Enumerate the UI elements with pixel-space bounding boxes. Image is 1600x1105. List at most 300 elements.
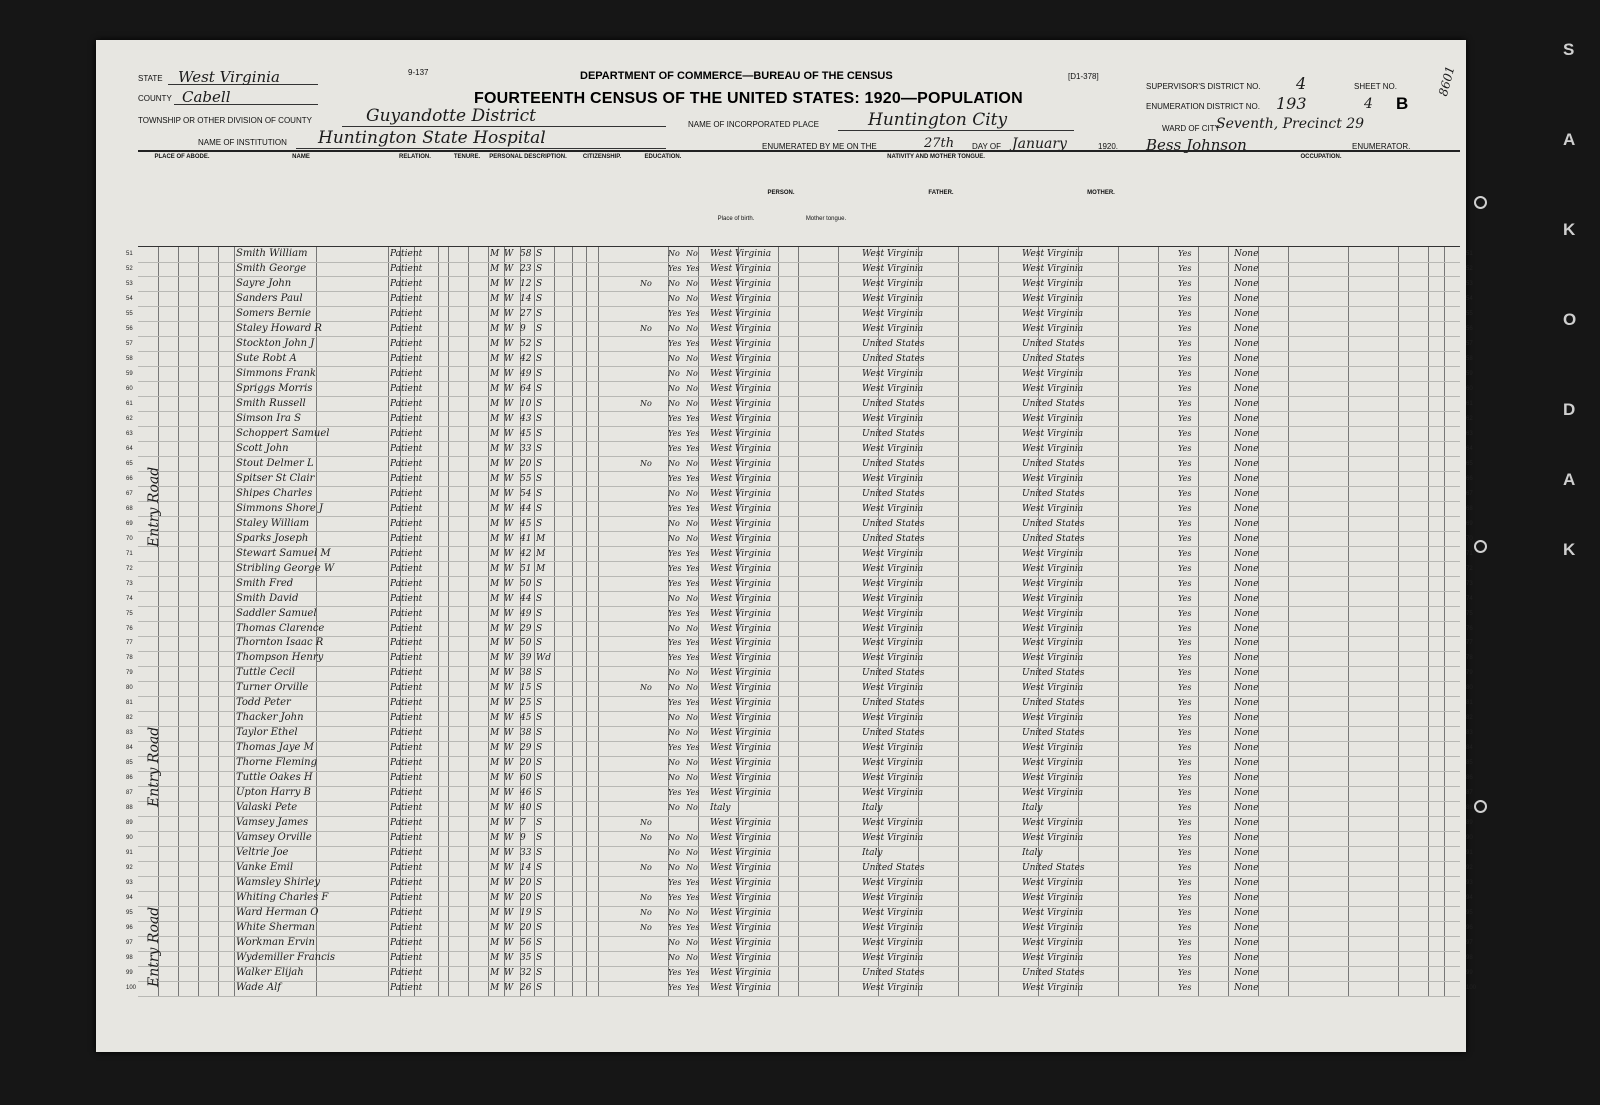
cell-age: 14 bbox=[520, 863, 532, 874]
cell-race: W bbox=[504, 353, 514, 364]
cell-race: W bbox=[504, 383, 514, 394]
cell-rel: Patient bbox=[390, 758, 423, 769]
cell-sex: M bbox=[490, 863, 500, 874]
cell-att bbox=[640, 651, 660, 665]
line-number: 55 bbox=[126, 310, 133, 317]
cell-rel: Patient bbox=[390, 278, 423, 289]
cell-occ: None bbox=[1234, 249, 1259, 259]
cell-race: W bbox=[504, 548, 514, 559]
line-number: 58 bbox=[126, 355, 133, 362]
cell-age: 50 bbox=[520, 638, 532, 649]
cell-write: No bbox=[686, 848, 698, 858]
cell-bp: West Virginia bbox=[710, 443, 772, 454]
cell-sex: M bbox=[490, 488, 500, 499]
line-number-right: 95 bbox=[1466, 910, 1473, 917]
cell-occ: None bbox=[1234, 413, 1259, 424]
cell-read: No bbox=[668, 383, 680, 393]
line-number: 74 bbox=[126, 595, 133, 602]
cell-ms: S bbox=[536, 893, 543, 904]
cell-rel: Patient bbox=[390, 548, 423, 559]
cell-eng: Yes bbox=[1178, 308, 1192, 318]
cell-mbp: Italy bbox=[1022, 848, 1043, 859]
cell-mbp: West Virginia bbox=[1022, 473, 1084, 484]
cell-att bbox=[640, 786, 660, 800]
cell-att bbox=[640, 562, 660, 576]
cell-age: 33 bbox=[520, 848, 532, 859]
cell-write: No bbox=[686, 533, 698, 543]
cell-sex: M bbox=[490, 878, 500, 889]
line-number-right: 68 bbox=[1466, 505, 1473, 512]
cell-bp: West Virginia bbox=[710, 413, 772, 424]
cell-eng: Yes bbox=[1178, 863, 1192, 873]
line-number: 92 bbox=[126, 865, 133, 872]
cell-name: Whiting Charles F bbox=[236, 892, 329, 904]
cell-name: Smith George bbox=[236, 262, 307, 274]
cell-sex: M bbox=[490, 398, 500, 409]
cell-race: W bbox=[504, 773, 514, 784]
line-number-right: 94 bbox=[1466, 895, 1473, 902]
cell-name: Taylor Ethel bbox=[236, 727, 298, 739]
cell-mbp: West Virginia bbox=[1022, 878, 1084, 889]
punch-hole-icon bbox=[1474, 196, 1487, 209]
cell-eng: Yes bbox=[1178, 503, 1192, 513]
cell-eng: Yes bbox=[1178, 383, 1192, 393]
incorporated-label: NAME OF INCORPORATED PLACE bbox=[688, 120, 819, 129]
table-row bbox=[126, 487, 1473, 503]
cell-mbp: United States bbox=[1022, 353, 1085, 364]
line-number: 68 bbox=[126, 505, 133, 512]
cell-write: No bbox=[686, 488, 698, 498]
cell-name: Somers Bernie bbox=[236, 307, 311, 319]
cell-bp: West Virginia bbox=[710, 728, 772, 739]
table-row bbox=[126, 651, 1473, 667]
cell-mbp: West Virginia bbox=[1022, 983, 1084, 994]
cell-fbp: West Virginia bbox=[862, 578, 924, 589]
cell-fbp: United States bbox=[862, 968, 925, 979]
cell-name: Valaski Pete bbox=[236, 802, 298, 814]
form-code: [D1-378] bbox=[1068, 72, 1099, 81]
line-number-right: 82 bbox=[1466, 715, 1473, 722]
cell-sex: M bbox=[490, 908, 500, 919]
cell-write: No bbox=[686, 458, 698, 468]
table-row bbox=[126, 861, 1473, 877]
line-number: 59 bbox=[126, 370, 133, 377]
cell-read: Yes bbox=[668, 503, 682, 513]
cell-read: Yes bbox=[668, 788, 682, 798]
cell-name: Thacker John bbox=[236, 712, 304, 724]
line-number-right: 100 bbox=[1466, 985, 1477, 992]
township-value: Guyandotte District bbox=[366, 106, 536, 126]
cell-mbp: West Virginia bbox=[1022, 428, 1084, 439]
enumerator-label: ENUMERATOR. bbox=[1352, 142, 1411, 151]
cell-write: No bbox=[686, 383, 698, 393]
cell-sex: M bbox=[490, 503, 500, 514]
cell-rel: Patient bbox=[390, 728, 423, 739]
cell-eng: Yes bbox=[1178, 458, 1192, 468]
cell-fbp: West Virginia bbox=[862, 383, 924, 394]
cell-occ: None bbox=[1234, 308, 1259, 319]
cell-fbp: West Virginia bbox=[862, 293, 924, 304]
cell-rel: Patient bbox=[390, 413, 423, 424]
cell-race: W bbox=[504, 623, 514, 634]
cell-fbp: West Virginia bbox=[862, 713, 924, 724]
cell-age: 9 bbox=[520, 323, 526, 334]
cell-att bbox=[640, 517, 660, 531]
cell-read: No bbox=[668, 458, 680, 468]
cell-att bbox=[640, 756, 660, 770]
cell-eng: Yes bbox=[1178, 983, 1192, 993]
cell-write: No bbox=[686, 398, 698, 408]
cell-sex: M bbox=[490, 848, 500, 859]
cell-fbp: West Virginia bbox=[862, 323, 924, 334]
table-row bbox=[126, 696, 1473, 712]
cell-write: No bbox=[686, 668, 698, 678]
cell-eng: Yes bbox=[1178, 443, 1192, 453]
cell-read: Yes bbox=[668, 578, 682, 588]
cell-fbp: West Virginia bbox=[862, 878, 924, 889]
cell-age: 14 bbox=[520, 293, 532, 304]
cell-fbp: West Virginia bbox=[862, 743, 924, 754]
cell-mbp: United States bbox=[1022, 668, 1085, 679]
cell-read: Yes bbox=[668, 563, 682, 573]
relation-heading: RELATION. bbox=[399, 154, 431, 160]
cell-read: No bbox=[668, 278, 680, 288]
cell-mbp: West Virginia bbox=[1022, 278, 1084, 289]
cell-write: No bbox=[686, 728, 698, 738]
cell-age: 55 bbox=[520, 473, 532, 484]
cell-ms: S bbox=[536, 593, 543, 604]
table-row bbox=[126, 741, 1473, 757]
state-label: STATE bbox=[138, 74, 163, 83]
cell-write: Yes bbox=[686, 743, 700, 753]
cell-eng: Yes bbox=[1178, 908, 1192, 918]
cell-ms: M bbox=[536, 548, 546, 559]
cell-age: 50 bbox=[520, 578, 532, 589]
table-row bbox=[126, 681, 1473, 697]
cell-ms: S bbox=[536, 249, 543, 259]
cell-age: 38 bbox=[520, 728, 532, 739]
census-table bbox=[126, 246, 1477, 997]
cell-att: No bbox=[640, 323, 652, 333]
line-number-right: 67 bbox=[1466, 490, 1473, 497]
cell-fbp: United States bbox=[862, 488, 925, 499]
cell-eng: Yes bbox=[1178, 548, 1192, 558]
cell-att bbox=[640, 607, 660, 621]
cell-name: Wamsley Shirley bbox=[236, 877, 320, 889]
cell-rel: Patient bbox=[390, 908, 423, 919]
cell-ms: S bbox=[536, 623, 543, 634]
cell-write: No bbox=[686, 938, 698, 948]
line-number: 82 bbox=[126, 715, 133, 722]
cell-write: Yes bbox=[686, 308, 700, 318]
cell-read: No bbox=[668, 728, 680, 738]
cell-race: W bbox=[504, 443, 514, 454]
line-number-right: 78 bbox=[1466, 655, 1473, 662]
line-number: 70 bbox=[126, 535, 133, 542]
cell-mbp: West Virginia bbox=[1022, 308, 1084, 319]
cell-occ: None bbox=[1234, 368, 1259, 379]
cell-att: No bbox=[640, 458, 652, 468]
cell-rel: Patient bbox=[390, 668, 423, 679]
cell-mbp: United States bbox=[1022, 398, 1085, 409]
line-number: 98 bbox=[126, 955, 133, 962]
cell-eng: Yes bbox=[1178, 743, 1192, 753]
cell-bp: West Virginia bbox=[710, 938, 772, 949]
cell-sex: M bbox=[490, 473, 500, 484]
line-number-right: 56 bbox=[1466, 325, 1473, 332]
cell-fbp: West Virginia bbox=[862, 503, 924, 514]
cell-sex: M bbox=[490, 353, 500, 364]
table-row bbox=[126, 307, 1473, 323]
cell-occ: None bbox=[1234, 653, 1259, 664]
cell-occ: None bbox=[1234, 923, 1259, 934]
cell-occ: None bbox=[1234, 803, 1259, 814]
line-number-right: 99 bbox=[1466, 970, 1473, 977]
table-row bbox=[126, 367, 1473, 383]
cell-occ: None bbox=[1234, 443, 1259, 454]
cell-rel: Patient bbox=[390, 818, 423, 829]
cell-eng: Yes bbox=[1178, 803, 1192, 813]
cell-write: Yes bbox=[686, 473, 700, 483]
enumerated-day: 27th bbox=[924, 136, 955, 151]
cell-fbp: West Virginia bbox=[862, 818, 924, 829]
cell-bp: West Virginia bbox=[710, 743, 772, 754]
cell-age: 44 bbox=[520, 503, 532, 514]
line-number: 51 bbox=[126, 251, 133, 257]
cell-att bbox=[640, 442, 660, 456]
cell-rel: Patient bbox=[390, 293, 423, 304]
cell-sex: M bbox=[490, 788, 500, 799]
cell-read: No bbox=[668, 398, 680, 408]
cell-read: No bbox=[668, 953, 680, 963]
cell-write: Yes bbox=[686, 788, 700, 798]
nativity-heading: NATIVITY AND MOTHER TONGUE. bbox=[887, 154, 985, 160]
cell-ms: S bbox=[536, 413, 543, 424]
cell-read: Yes bbox=[668, 923, 682, 933]
cell-eng: Yes bbox=[1178, 623, 1192, 633]
sheet-label: SHEET NO. bbox=[1354, 82, 1397, 91]
cell-read: No bbox=[668, 803, 680, 813]
cell-read: Yes bbox=[668, 263, 682, 273]
cell-eng: Yes bbox=[1178, 533, 1192, 543]
line-number-right: 81 bbox=[1466, 700, 1473, 707]
cell-rel: Patient bbox=[390, 803, 423, 814]
cell-age: 23 bbox=[520, 263, 532, 274]
cell-rel: Patient bbox=[390, 593, 423, 604]
cell-write: Yes bbox=[686, 878, 700, 888]
cell-bp: West Virginia bbox=[710, 818, 772, 829]
line-number: 65 bbox=[126, 460, 133, 467]
cell-ms: S bbox=[536, 758, 543, 769]
cell-name: Spriggs Morris bbox=[236, 382, 313, 394]
cell-bp: West Virginia bbox=[710, 548, 772, 559]
line-number-right: 96 bbox=[1466, 925, 1473, 932]
cell-att bbox=[640, 936, 660, 950]
cell-ms: S bbox=[536, 953, 543, 964]
line-number-right: 86 bbox=[1466, 775, 1473, 782]
cell-fbp: West Virginia bbox=[862, 368, 924, 379]
line-number-right: 92 bbox=[1466, 865, 1473, 872]
cell-name: Schoppert Samuel bbox=[236, 427, 330, 439]
cell-att bbox=[640, 502, 660, 516]
cell-fbp: West Virginia bbox=[862, 953, 924, 964]
line-number: 89 bbox=[126, 820, 133, 827]
line-number: 83 bbox=[126, 730, 133, 737]
cell-rel: Patient bbox=[390, 488, 423, 499]
cell-read: No bbox=[668, 773, 680, 783]
line-number: 63 bbox=[126, 430, 133, 437]
cell-mbp: Italy bbox=[1022, 803, 1043, 814]
cell-bp: West Virginia bbox=[710, 503, 772, 514]
cell-fbp: West Virginia bbox=[862, 548, 924, 559]
cell-age: 29 bbox=[520, 623, 532, 634]
cell-read: No bbox=[668, 488, 680, 498]
cell-eng: Yes bbox=[1178, 638, 1192, 648]
cell-ms: S bbox=[536, 473, 543, 484]
cell-sex: M bbox=[490, 293, 500, 304]
cell-bp: West Virginia bbox=[710, 263, 772, 274]
table-row bbox=[126, 352, 1473, 368]
cell-mbp: West Virginia bbox=[1022, 758, 1084, 769]
cell-mbp: West Virginia bbox=[1022, 608, 1084, 619]
line-number-right: 62 bbox=[1466, 415, 1473, 422]
line-number-right: 74 bbox=[1466, 595, 1473, 602]
table-row bbox=[126, 397, 1473, 413]
cell-ms: M bbox=[536, 533, 546, 544]
line-number: 69 bbox=[126, 520, 133, 527]
cell-name: Thomas Jaye M bbox=[236, 742, 314, 754]
cell-occ: None bbox=[1234, 293, 1259, 304]
cell-sex: M bbox=[490, 968, 500, 979]
cell-occ: None bbox=[1234, 863, 1259, 874]
cell-rel: Patient bbox=[390, 323, 423, 334]
cell-age: 42 bbox=[520, 548, 532, 559]
cell-race: W bbox=[504, 803, 514, 814]
cell-name: Thornton Isaac R bbox=[236, 637, 324, 649]
cell-read: Yes bbox=[668, 308, 682, 318]
cell-age: 49 bbox=[520, 608, 532, 619]
cell-fbp: West Virginia bbox=[862, 833, 924, 844]
cell-bp: West Virginia bbox=[710, 908, 772, 919]
line-number-right: 73 bbox=[1466, 580, 1473, 587]
cell-occ: None bbox=[1234, 758, 1259, 769]
line-number-right: 89 bbox=[1466, 820, 1473, 827]
cell-read: Yes bbox=[668, 968, 682, 978]
cell-write: Yes bbox=[686, 503, 700, 513]
education-heading: EDUCATION. bbox=[644, 154, 682, 160]
cell-att bbox=[640, 547, 660, 561]
cell-mbp: West Virginia bbox=[1022, 818, 1084, 829]
table-row bbox=[126, 951, 1473, 967]
cell-name: Thompson Henry bbox=[236, 652, 324, 664]
cell-name: Stewart Samuel M bbox=[236, 547, 331, 559]
cell-bp: West Virginia bbox=[710, 773, 772, 784]
cell-race: W bbox=[504, 473, 514, 484]
day-of-label: DAY OF bbox=[972, 142, 1002, 151]
sheet-letter: B bbox=[1396, 94, 1409, 113]
cell-name: Thomas Clarence bbox=[236, 622, 325, 634]
punch-hole-icon bbox=[1474, 540, 1487, 553]
cell-name: Wade Alf bbox=[236, 982, 281, 994]
line-number-right: 69 bbox=[1466, 520, 1473, 527]
cell-eng: Yes bbox=[1178, 728, 1192, 738]
cell-write: No bbox=[686, 863, 698, 873]
cell-fbp: West Virginia bbox=[862, 443, 924, 454]
table-row bbox=[126, 292, 1473, 308]
cell-name: Sute Robt A bbox=[236, 352, 297, 364]
cell-race: W bbox=[504, 563, 514, 574]
cell-att bbox=[640, 337, 660, 351]
cell-att bbox=[640, 247, 660, 261]
cell-occ: None bbox=[1234, 533, 1259, 544]
line-number: 100 bbox=[126, 985, 137, 992]
cell-att bbox=[640, 427, 660, 441]
enumerator-value: Bess Johnson bbox=[1146, 136, 1247, 154]
cell-fbp: West Virginia bbox=[862, 923, 924, 934]
cell-sex: M bbox=[490, 308, 500, 319]
cell-rel: Patient bbox=[390, 953, 423, 964]
cell-mbp: West Virginia bbox=[1022, 249, 1084, 259]
cell-name: Vamsey James bbox=[236, 817, 309, 829]
cell-rel: Patient bbox=[390, 533, 423, 544]
cell-name: Tuttle Cecil bbox=[236, 667, 296, 679]
cell-race: W bbox=[504, 788, 514, 799]
cell-bp: West Virginia bbox=[710, 863, 772, 874]
cell-bp: West Virginia bbox=[710, 653, 772, 664]
cell-ms: S bbox=[536, 698, 543, 709]
cell-race: W bbox=[504, 593, 514, 604]
cell-eng: Yes bbox=[1178, 608, 1192, 618]
cell-bp: West Virginia bbox=[710, 878, 772, 889]
cell-ms: S bbox=[536, 938, 543, 949]
cell-write: Yes bbox=[686, 443, 700, 453]
line-number: 56 bbox=[126, 325, 133, 332]
cell-read: Yes bbox=[668, 473, 682, 483]
cell-mbp: West Virginia bbox=[1022, 548, 1084, 559]
cell-eng: Yes bbox=[1178, 698, 1192, 708]
line-number-right: 72 bbox=[1466, 565, 1473, 572]
table-row bbox=[126, 846, 1473, 862]
cell-write: No bbox=[686, 953, 698, 963]
cell-occ: None bbox=[1234, 473, 1259, 484]
cell-name: Upton Harry B bbox=[236, 787, 311, 799]
cell-bp: West Virginia bbox=[710, 578, 772, 589]
cell-read: No bbox=[668, 518, 680, 528]
tenure-heading: TENURE. bbox=[453, 154, 481, 160]
cell-fbp: United States bbox=[862, 668, 925, 679]
cell-rel: Patient bbox=[390, 878, 423, 889]
cell-read: No bbox=[668, 833, 680, 843]
ward-value: Seventh, Precinct 29 bbox=[1216, 116, 1365, 132]
cell-att bbox=[640, 367, 660, 381]
cell-mbp: West Virginia bbox=[1022, 263, 1084, 274]
cell-race: W bbox=[504, 893, 514, 904]
film-letter: A bbox=[1563, 130, 1576, 149]
cell-mbp: West Virginia bbox=[1022, 908, 1084, 919]
cell-race: W bbox=[504, 398, 514, 409]
cell-rel: Patient bbox=[390, 503, 423, 514]
line-number: 95 bbox=[126, 910, 133, 917]
cell-rel: Patient bbox=[390, 443, 423, 454]
cell-race: W bbox=[504, 953, 514, 964]
line-number-right: 51 bbox=[1466, 251, 1473, 257]
cell-bp: West Virginia bbox=[710, 533, 772, 544]
cell-name: Simmons Frank bbox=[236, 367, 316, 379]
cell-read: No bbox=[668, 863, 680, 873]
cell-write: Yes bbox=[686, 428, 700, 438]
cell-att bbox=[640, 741, 660, 755]
cell-eng: Yes bbox=[1178, 353, 1192, 363]
